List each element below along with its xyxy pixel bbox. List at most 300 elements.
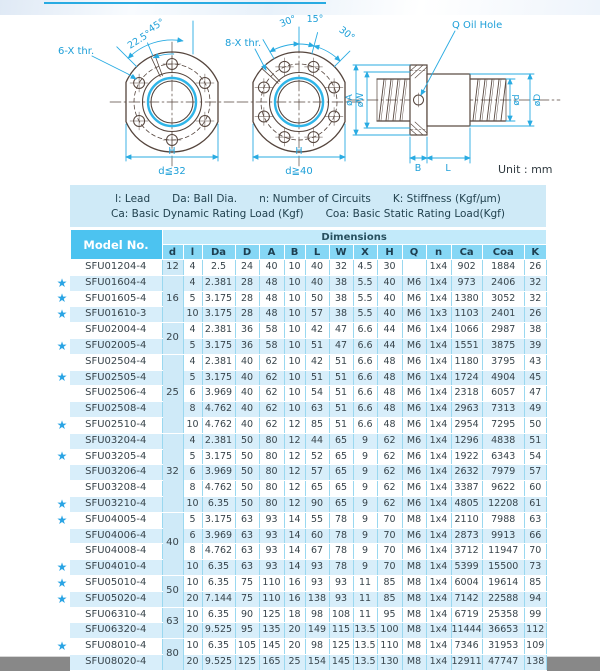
cell-H: 48 (377, 370, 402, 386)
column-header-d: d (162, 245, 183, 260)
legend-ball-dia: Da: Ball Dia. (172, 192, 238, 205)
cell-X: 6.6 (353, 402, 377, 418)
cell-K: 99 (524, 607, 546, 623)
column-header-l: l (183, 245, 202, 260)
cell-A: 165 (259, 654, 284, 670)
model-no-cell: SFU02506-4 (70, 386, 162, 402)
cell-W: 65 (329, 481, 353, 497)
table-row (54, 496, 546, 512)
cell-A: 40 (259, 260, 284, 276)
column-header-Coa: Coa (482, 245, 524, 260)
model-no-cell: SFU04006-4 (70, 528, 162, 544)
cell-W: 51 (329, 417, 353, 433)
cell-Q: M6 (402, 338, 426, 354)
cell-K: 61 (524, 496, 546, 512)
cell-H: 100 (377, 623, 402, 639)
model-no-cell: SFU03205-4 (70, 449, 162, 465)
cell-B: 12 (284, 449, 305, 465)
cell-B: 12 (284, 481, 305, 497)
model-no-cell: SFU02004-4 (70, 323, 162, 339)
cell-W: 145 (329, 654, 353, 670)
cell-Coa: 7295 (482, 417, 524, 433)
cell-Ca: 1103 (451, 307, 482, 323)
cell-n: 1x4 (426, 449, 451, 465)
cell-Ca: 1724 (451, 370, 482, 386)
star-placeholder (54, 607, 70, 623)
cell-l: 8 (183, 402, 202, 418)
angle-30-right-label: 30° (336, 24, 357, 44)
cell-W: 51 (329, 354, 353, 370)
column-header-K: K (524, 245, 546, 260)
dim-phi-w-label: øW (356, 92, 366, 108)
cell-D: 63 (235, 544, 259, 560)
cell-W: 51 (329, 386, 353, 402)
model-no-cell: SFU03208-4 (70, 481, 162, 497)
cell-X: 6.6 (353, 417, 377, 433)
cell-Ca: 11444 (451, 623, 482, 639)
cell-K: 26 (524, 260, 546, 276)
cell-D: 50 (235, 433, 259, 449)
cell-D: 40 (235, 417, 259, 433)
cell-D: 36 (235, 323, 259, 339)
table-row (54, 591, 546, 607)
cell-Coa: 3795 (482, 354, 524, 370)
cell-n: 1x4 (426, 544, 451, 560)
cell-n: 1x4 (426, 338, 451, 354)
cell-L: 52 (305, 449, 329, 465)
cell-X: 9 (353, 560, 377, 576)
column-header-B: B (284, 245, 305, 260)
cell-Q: M8 (402, 639, 426, 655)
cell-n: 1x4 (426, 402, 451, 418)
cell-B: 25 (284, 654, 305, 670)
unit-label: Unit : mm (498, 163, 553, 176)
model-no-cell: SFU04008-4 (70, 544, 162, 560)
cell-Da: 3.969 (202, 528, 235, 544)
dim-phi-a-label: øA (345, 94, 355, 106)
cell-B: 18 (284, 607, 305, 623)
cell-X: 9 (353, 544, 377, 560)
technical-drawings (0, 8, 600, 184)
dimensions-header: Dimensions (162, 230, 546, 245)
star-icon: ★ (56, 496, 68, 511)
cell-K: 49 (524, 402, 546, 418)
legend-stiffness: K: Stiffness (Kgf/μm) (392, 192, 501, 205)
cell-l: 10 (183, 607, 202, 623)
cell-n: 1x4 (426, 465, 451, 481)
cell-L: 54 (305, 386, 329, 402)
cell-Coa: 11947 (482, 544, 524, 560)
cell-K: 26 (524, 307, 546, 323)
cell-Coa: 4838 (482, 433, 524, 449)
spec-table-body (54, 260, 546, 671)
cell-Coa: 2987 (482, 323, 524, 339)
cell-Q: M6 (402, 496, 426, 512)
table-row (54, 386, 546, 402)
cell-H: 70 (377, 512, 402, 528)
cell-L: 93 (305, 575, 329, 591)
cell-Ca: 3712 (451, 544, 482, 560)
cell-K: 32 (524, 275, 546, 291)
cell-L: 65 (305, 481, 329, 497)
cell-A: 110 (259, 591, 284, 607)
cell-X: 5.5 (353, 291, 377, 307)
column-header-Da: Da (202, 245, 235, 260)
star-icon: ★ (56, 575, 68, 590)
cell-n: 1x4 (426, 607, 451, 623)
cell-X: 9 (353, 481, 377, 497)
cell-X: 9 (353, 496, 377, 512)
star-placeholder (54, 260, 70, 276)
cell-Ca: 1551 (451, 338, 482, 354)
table-row (54, 275, 546, 291)
cell-X: 11 (353, 607, 377, 623)
cell-Da: 4.762 (202, 481, 235, 497)
cell-X: 4.5 (353, 260, 377, 276)
cell-l: 20 (183, 591, 202, 607)
cell-n: 1x4 (426, 512, 451, 528)
cell-B: 12 (284, 465, 305, 481)
model-no-cell: SFU06310-4 (70, 607, 162, 623)
cell-Da: 6.35 (202, 496, 235, 512)
star-icon: ★ (56, 449, 68, 464)
cell-Q: M6 (402, 465, 426, 481)
cell-K: 60 (524, 481, 546, 497)
cell-Da: 2.381 (202, 433, 235, 449)
cell-L: 85 (305, 417, 329, 433)
cell-W: 47 (329, 338, 353, 354)
cell-K: 73 (524, 560, 546, 576)
cell-Da: 2.5 (202, 260, 235, 276)
cell-D: 50 (235, 465, 259, 481)
cell-A: 145 (259, 639, 284, 655)
dim-b-label: B (414, 163, 422, 174)
cell-A: 80 (259, 465, 284, 481)
cell-Ca: 973 (451, 275, 482, 291)
table-row (54, 323, 546, 339)
cell-Coa: 36653 (482, 623, 524, 639)
table-row (54, 512, 546, 528)
cell-Q: M8 (402, 654, 426, 670)
cell-Coa: 47747 (482, 654, 524, 670)
cell-n: 1x4 (426, 481, 451, 497)
legend-circuits: n: Number of Circuits (259, 192, 371, 205)
cell-H: 40 (377, 275, 402, 291)
cell-n: 1x4 (426, 323, 451, 339)
table-row (54, 402, 546, 418)
cell-D: 28 (235, 291, 259, 307)
spec-table (54, 229, 547, 671)
d-group-cell: 32 (162, 433, 183, 512)
cell-L: 154 (305, 654, 329, 670)
d-group-cell: 25 (162, 354, 183, 433)
column-header-n: n (426, 245, 451, 260)
cell-W: 115 (329, 623, 353, 639)
cell-Coa: 3875 (482, 338, 524, 354)
cell-n: 1x4 (426, 275, 451, 291)
legend-box (70, 185, 546, 227)
cell-L: 55 (305, 512, 329, 528)
cell-Coa: 25358 (482, 607, 524, 623)
cell-l: 4 (183, 354, 202, 370)
table-row (54, 354, 546, 370)
cell-H: 30 (377, 260, 402, 276)
cell-W: 125 (329, 639, 353, 655)
model-no-cell: SFU03210-4 (70, 496, 162, 512)
cell-L: 44 (305, 433, 329, 449)
cell-Coa: 22588 (482, 591, 524, 607)
d-group-cell: 20 (162, 323, 183, 355)
cell-Ca: 12911 (451, 654, 482, 670)
cell-n: 1x4 (426, 354, 451, 370)
cell-n: 1x3 (426, 307, 451, 323)
dim-phi-d-big-label: øD (533, 93, 543, 107)
model-no-cell: SFU01605-4 (70, 291, 162, 307)
cell-Da: 9.525 (202, 623, 235, 639)
legend-line-2 (70, 208, 546, 220)
cell-L: 138 (305, 591, 329, 607)
table-row (54, 417, 546, 433)
cell-K: 43 (524, 354, 546, 370)
cell-Da: 2.381 (202, 275, 235, 291)
cell-Coa: 12208 (482, 496, 524, 512)
cell-Ca: 7346 (451, 639, 482, 655)
star-icon: ★ (56, 417, 68, 432)
table-row (54, 449, 546, 465)
cell-W: 65 (329, 449, 353, 465)
cell-Q: M6 (402, 481, 426, 497)
cell-B: 14 (284, 544, 305, 560)
cell-D: 63 (235, 512, 259, 528)
cell-l: 10 (183, 307, 202, 323)
star-placeholder (54, 386, 70, 402)
cell-K: 47 (524, 386, 546, 402)
star-icon: ★ (56, 512, 68, 527)
cell-X: 5.5 (353, 307, 377, 323)
cell-Coa: 7979 (482, 465, 524, 481)
model-no-cell: SFU01204-4 (70, 260, 162, 276)
model-no-cell: SFU05020-4 (70, 591, 162, 607)
cell-Da: 3.175 (202, 338, 235, 354)
cell-l: 5 (183, 291, 202, 307)
d-group-cell: 16 (162, 275, 183, 322)
table-row (54, 654, 546, 670)
cell-Coa: 6343 (482, 449, 524, 465)
cell-B: 20 (284, 623, 305, 639)
model-no-cell: SFU02505-4 (70, 370, 162, 386)
top-cyan-line (44, 2, 326, 4)
cell-Coa: 19614 (482, 575, 524, 591)
angle-45-label: 45° (146, 16, 167, 36)
cell-Ca: 1922 (451, 449, 482, 465)
table-row (54, 370, 546, 386)
cell-X: 13.5 (353, 654, 377, 670)
cell-Da: 7.144 (202, 591, 235, 607)
cell-Ca: 1296 (451, 433, 482, 449)
cell-A: 110 (259, 575, 284, 591)
cell-A: 58 (259, 323, 284, 339)
cell-X: 11 (353, 575, 377, 591)
cell-X: 6.6 (353, 323, 377, 339)
cell-H: 130 (377, 654, 402, 670)
cell-Ca: 3387 (451, 481, 482, 497)
cell-K: 57 (524, 465, 546, 481)
cell-Ca: 4805 (451, 496, 482, 512)
model-no-cell: SFU06320-4 (70, 623, 162, 639)
cell-L: 42 (305, 354, 329, 370)
cell-l: 5 (183, 338, 202, 354)
cell-W: 47 (329, 323, 353, 339)
star-placeholder (54, 402, 70, 418)
cell-l: 10 (183, 575, 202, 591)
angle-22-5-label: 22.5° (125, 28, 154, 52)
cell-n: 1x4 (426, 654, 451, 670)
model-no-cell: SFU04005-4 (70, 512, 162, 528)
flange-front-view-large (225, 13, 361, 177)
cell-B: 10 (284, 370, 305, 386)
cell-D: 125 (235, 654, 259, 670)
cell-W: 51 (329, 370, 353, 386)
cell-K: 85 (524, 575, 546, 591)
cell-Da: 6.35 (202, 607, 235, 623)
cell-A: 125 (259, 607, 284, 623)
cell-Q (402, 260, 426, 276)
angle-30-left-label: 30° (278, 13, 298, 30)
star-icon: ★ (56, 370, 68, 385)
cell-B: 16 (284, 591, 305, 607)
cell-l: 10 (183, 639, 202, 655)
cell-D: 50 (235, 481, 259, 497)
cell-L: 57 (305, 465, 329, 481)
star-placeholder (54, 433, 70, 449)
cell-Da: 4.762 (202, 402, 235, 418)
cell-A: 93 (259, 528, 284, 544)
cell-H: 62 (377, 481, 402, 497)
cell-Q: M8 (402, 560, 426, 576)
cell-X: 5.5 (353, 275, 377, 291)
cell-n: 1x4 (426, 291, 451, 307)
cell-l: 20 (183, 623, 202, 639)
cell-l: 20 (183, 654, 202, 670)
column-header-Ca: Ca (451, 245, 482, 260)
cell-Q: M8 (402, 607, 426, 623)
cell-H: 44 (377, 323, 402, 339)
cell-Coa: 2406 (482, 275, 524, 291)
cell-Q: M6 (402, 370, 426, 386)
cell-W: 65 (329, 496, 353, 512)
cell-K: 70 (524, 544, 546, 560)
cell-K: 54 (524, 449, 546, 465)
cell-A: 62 (259, 402, 284, 418)
cell-Coa: 9913 (482, 528, 524, 544)
cell-H: 70 (377, 544, 402, 560)
cell-D: 28 (235, 275, 259, 291)
cell-Ca: 6719 (451, 607, 482, 623)
cell-l: 6 (183, 386, 202, 402)
cell-H: 48 (377, 402, 402, 418)
cell-K: 112 (524, 623, 546, 639)
cell-Ca: 1380 (451, 291, 482, 307)
cell-Q: M8 (402, 512, 426, 528)
cell-D: 40 (235, 370, 259, 386)
cell-W: 78 (329, 512, 353, 528)
table-row (54, 607, 546, 623)
table-row (54, 338, 546, 354)
cell-B: 12 (284, 433, 305, 449)
cell-L: 90 (305, 496, 329, 512)
star-icon: ★ (56, 275, 68, 290)
star-icon: ★ (56, 591, 68, 606)
cell-L: 67 (305, 544, 329, 560)
cell-l: 5 (183, 512, 202, 528)
cell-L: 40 (305, 275, 329, 291)
cell-B: 10 (284, 260, 305, 276)
cell-l: 6 (183, 528, 202, 544)
cell-Da: 4.762 (202, 417, 235, 433)
h-dim-label-middle: H (295, 146, 303, 157)
d-range-label-middle: d≧40 (285, 166, 313, 177)
cell-B: 20 (284, 639, 305, 655)
cell-l: 10 (183, 560, 202, 576)
cell-X: 9 (353, 449, 377, 465)
cell-W: 38 (329, 275, 353, 291)
model-no-cell: SFU03204-4 (70, 433, 162, 449)
cell-Q: M6 (402, 433, 426, 449)
cell-K: 66 (524, 528, 546, 544)
cell-H: 48 (377, 386, 402, 402)
cell-Da: 3.175 (202, 291, 235, 307)
cell-A: 135 (259, 623, 284, 639)
cell-D: 40 (235, 354, 259, 370)
cell-K: 38 (524, 323, 546, 339)
cell-H: 62 (377, 433, 402, 449)
cell-Q: M6 (402, 307, 426, 323)
cell-L: 98 (305, 607, 329, 623)
h-dim-label-left: H (168, 146, 176, 157)
cell-X: 9 (353, 512, 377, 528)
cell-D: 63 (235, 528, 259, 544)
cell-A: 80 (259, 481, 284, 497)
cell-K: 63 (524, 512, 546, 528)
cell-D: 63 (235, 560, 259, 576)
cell-Coa: 7313 (482, 402, 524, 418)
cell-n: 1x4 (426, 496, 451, 512)
cell-W: 38 (329, 291, 353, 307)
cell-H: 62 (377, 449, 402, 465)
cell-l: 5 (183, 370, 202, 386)
star-icon: ★ (56, 307, 68, 322)
cell-X: 13.5 (353, 623, 377, 639)
cell-Q: M6 (402, 528, 426, 544)
cell-Coa: 31953 (482, 639, 524, 655)
cell-L: 51 (305, 338, 329, 354)
cell-Ca: 2873 (451, 528, 482, 544)
cell-Da: 3.175 (202, 370, 235, 386)
star-placeholder (54, 654, 70, 670)
model-no-cell: SFU01610-3 (70, 307, 162, 323)
legend-dynamic-load: Ca: Basic Dynamic Rating Load (Kgf) (111, 207, 304, 220)
model-no-header: Model No. (70, 230, 162, 260)
cell-L: 63 (305, 402, 329, 418)
cell-A: 80 (259, 433, 284, 449)
cell-A: 62 (259, 417, 284, 433)
cell-H: 70 (377, 528, 402, 544)
cell-K: 138 (524, 654, 546, 670)
cell-X: 6.6 (353, 338, 377, 354)
cell-Da: 3.969 (202, 465, 235, 481)
table-row (54, 291, 546, 307)
cell-B: 10 (284, 354, 305, 370)
